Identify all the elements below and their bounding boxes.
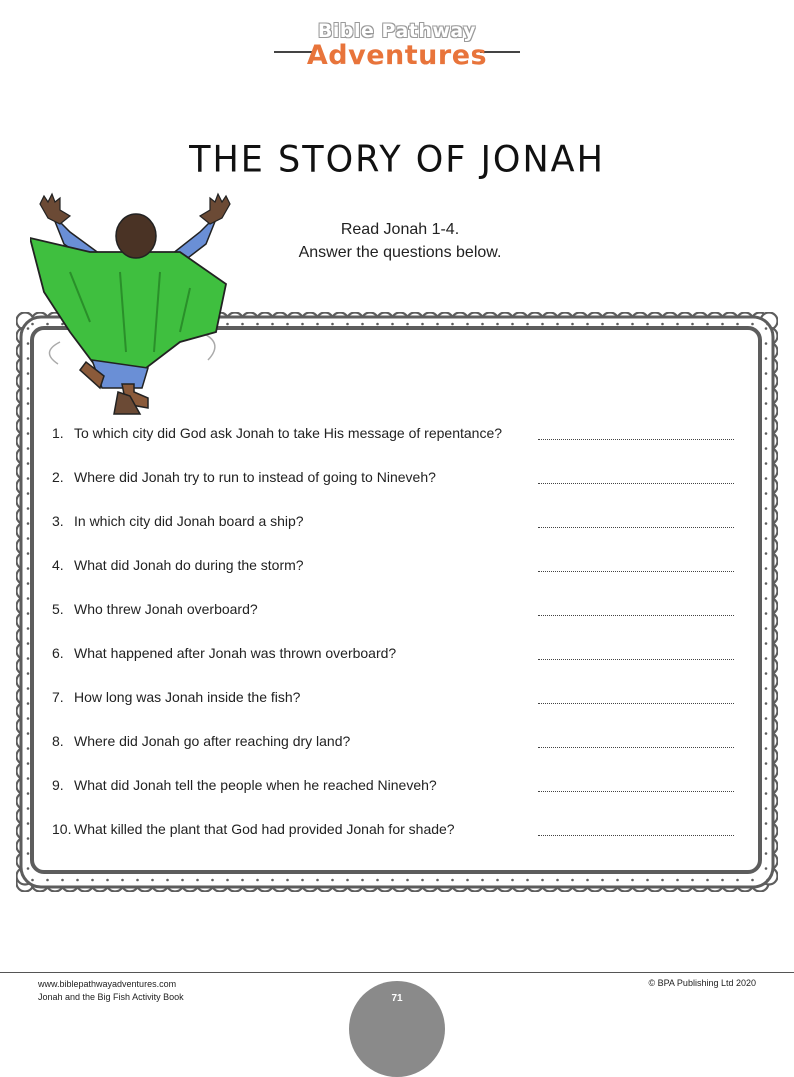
question-1 [52,425,742,469]
question-number: 5. [52,601,64,617]
brand-logo [270,18,524,78]
question-number: 2. [52,469,64,485]
answer-line[interactable] [538,527,734,528]
instruction-line-2: Answer the questions below. [298,244,502,261]
question-7 [52,689,742,733]
question-number: 10. [52,821,72,837]
question-number: 3. [52,513,64,529]
question-text: Who threw Jonah overboard? [74,601,258,617]
question-5 [52,601,742,645]
footer-divider [0,972,794,973]
question-4 [52,557,742,601]
question-number: 6. [52,645,64,661]
answer-line[interactable] [538,791,734,792]
question-text: In which city did Jonah board a ship? [74,513,304,529]
instruction-line-1: Read Jonah 1-4. [340,221,460,238]
jonah-illustration [30,192,240,417]
question-text: What happened after Jonah was thrown overboard? [74,645,397,661]
question-text: How long was Jonah inside the fish? [74,689,301,705]
logo-bottom-text: Adventures [306,40,488,71]
question-text: What did Jonah tell the people when he reached Nineveh? [74,777,437,793]
question-number: 9. [52,777,64,793]
footer-info [38,978,184,1004]
question-list [52,425,742,865]
instructions [250,218,550,264]
page-title: THE STORY OF JONAH [189,139,605,181]
question-2 [52,469,742,513]
question-6 [52,645,742,689]
question-9 [52,777,742,821]
question-10 [52,821,742,865]
answer-line[interactable] [538,439,734,440]
page-number: 71 [391,993,403,1004]
question-number: 8. [52,733,64,749]
answer-line[interactable] [538,659,734,660]
question-text: Where did Jonah try to run to instead of going to Nineveh? [74,469,436,485]
question-number: 1. [52,425,64,441]
answer-line[interactable] [538,483,734,484]
footer-copyright: © BPA Publishing Ltd 2020 [648,978,756,988]
footer-book-title: Jonah and the Big Fish Activity Book [38,992,184,1002]
logo-top-text: Bible Pathway [317,20,477,42]
answer-line[interactable] [538,615,734,616]
question-3 [52,513,742,557]
question-text: What killed the plant that God had provided Jonah for shade? [74,821,455,837]
question-number: 7. [52,689,64,705]
answer-line[interactable] [538,703,734,704]
question-text: Where did Jonah go after reaching dry land? [74,733,351,749]
question-text: To which city did God ask Jonah to take His message of repentance? [74,425,503,441]
footer-website[interactable]: www.biblepathwayadventures.com [38,979,177,989]
question-text: What did Jonah do during the storm? [74,557,304,573]
question-8 [52,733,742,777]
question-number: 4. [52,557,64,573]
answer-line[interactable] [538,835,734,836]
answer-line[interactable] [538,747,734,748]
answer-line[interactable] [538,571,734,572]
